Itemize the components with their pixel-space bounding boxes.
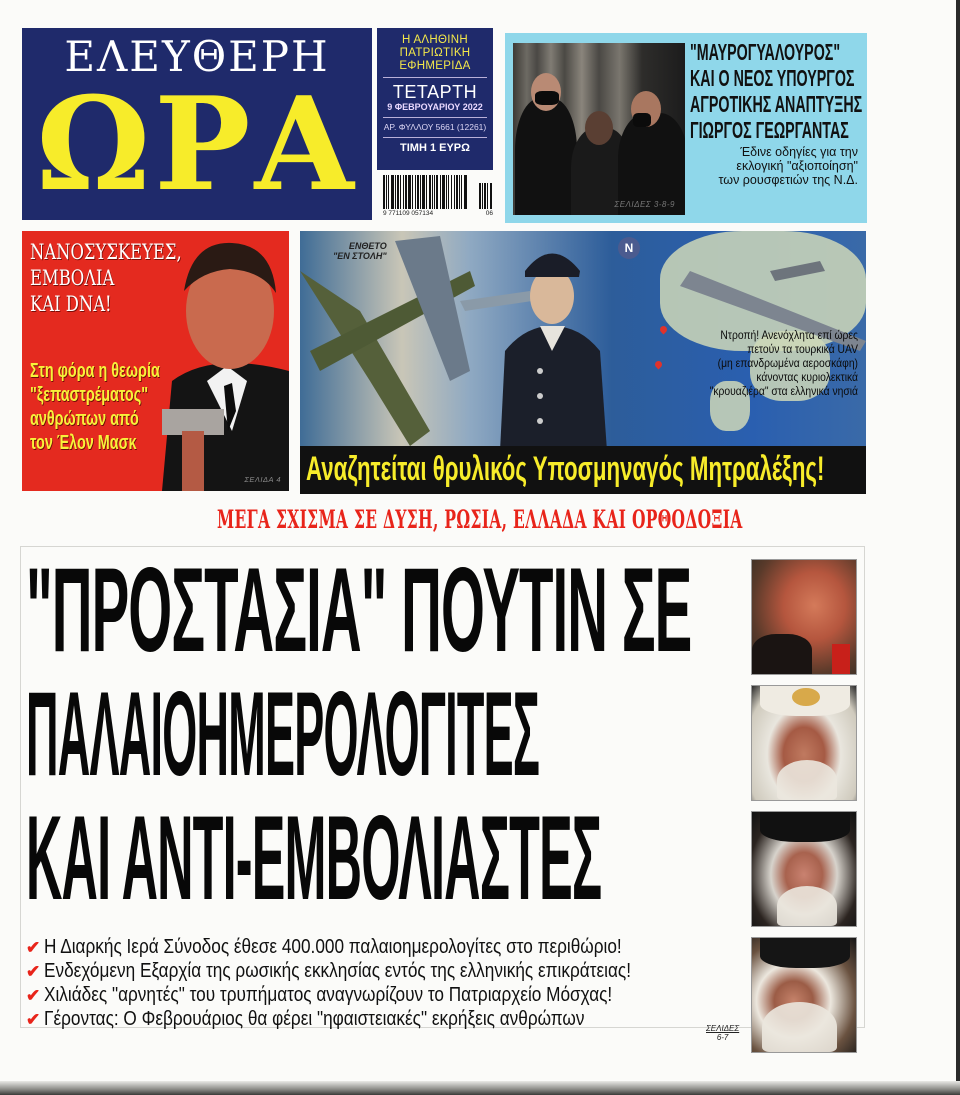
- kicker: [0, 503, 960, 537]
- story-minister[interactable]: [505, 33, 867, 223]
- uav-text: [660, 328, 858, 398]
- barcode-bars: [383, 175, 493, 209]
- page-reference: ΣΕΛΙΔΕΣ 3-8-9: [614, 200, 675, 209]
- barcode-bar: [459, 175, 460, 209]
- button: [537, 393, 543, 399]
- photo-ministers: [513, 43, 685, 215]
- barcode-bar: [461, 175, 462, 209]
- beard: [777, 760, 837, 800]
- barcode-digits: [383, 209, 493, 218]
- cap: [525, 254, 580, 278]
- uav-text-line: Ντροπή! Ανενόχλητα επί ώρες: [720, 328, 858, 342]
- insert-label-line: "ΕΝ ΣΤΟΛΗ": [333, 251, 387, 261]
- barcode-bar: [436, 175, 438, 209]
- barcode-bar: [400, 175, 401, 209]
- barcode-bar: [426, 175, 427, 209]
- headline-line: "ΜΑΥΡΟΓΥΑΛΟΥΡΟΣ": [690, 39, 841, 65]
- headline-line: ΓΙΩΡΓΟΣ ΓΕΩΡΓΑΝΤΑΣ: [690, 117, 849, 143]
- subhead-line: τον Έλον Μασκ: [30, 432, 137, 454]
- subhead-line: εκλογική "αξιοποίηση": [736, 159, 858, 173]
- headline-line: ΚΑΙ ΑΝΤΙ-ΕΜΒΟΛΙΑΣΤΕΣ: [26, 791, 602, 925]
- barcode-number: 9 771109 057134: [383, 210, 434, 217]
- check-icon: ✔: [26, 962, 41, 981]
- photo-pilot: [495, 241, 610, 451]
- tagline: [377, 28, 493, 73]
- story-musk[interactable]: [22, 231, 289, 491]
- barcode-addon: 06: [485, 210, 493, 217]
- barcode-bar: [405, 175, 407, 209]
- bullet-item: [26, 1007, 746, 1031]
- page-bottom-edge: [0, 1081, 960, 1095]
- kicker-text: ΜΕΓΑ ΣΧΙΣΜΑ ΣΕ ΔΥΣΗ, ΡΩΣΙΑ, ΕΛΛΑΔΑ ΚΑΙ ΟΡΘΟΔΟΞΙΑ: [217, 505, 743, 534]
- portrait-putin: [751, 559, 857, 675]
- bullet-text: Ενδεχόμενη Εξαρχία της ρωσικής εκκλησίας εντός της ελληνικής επικράτειας!: [44, 960, 631, 982]
- face: [585, 111, 613, 145]
- story-pilot[interactable]: [300, 231, 866, 494]
- barcode-gap: [468, 175, 478, 209]
- page-reference: [706, 1024, 739, 1042]
- insert-label: [333, 241, 387, 261]
- beard: [777, 886, 837, 926]
- mask: [633, 113, 651, 127]
- barcode-bar: [412, 175, 413, 209]
- bullet-text: Η Διαρκής Ιερά Σύνοδος έθεσε 400.000 παλαιοημερολογίτες στο περιθώριο!: [44, 936, 622, 958]
- story-minister-text: [690, 39, 862, 187]
- barcode-bar: [420, 175, 421, 209]
- subhead-line: Στη φόρα η θεωρία: [30, 360, 160, 382]
- barcode-bar: [464, 175, 467, 209]
- barcode-addon-bar: [479, 183, 481, 209]
- headline-line: ΚΑΙ DNA!: [30, 292, 112, 316]
- bullet-item: [26, 959, 746, 983]
- portrait-archbishop-ieronymos: [751, 937, 857, 1053]
- portrait-patriarch-bartholomew: [751, 811, 857, 927]
- bullet-text: Γέροντας: Ο Φεβρουάριος θα φέρει "ηφαιστειακές" εκρήξεις ανθρώπων: [44, 1008, 585, 1030]
- figure: [515, 98, 577, 215]
- masthead-title-main: ΩΡΑ: [36, 70, 358, 220]
- headline-line: ΕΜΒΟΛΙΑ: [30, 266, 115, 290]
- barcode-bar: [395, 175, 396, 209]
- uav-text-line: πετούν τα τουρκικά UAV: [747, 342, 858, 356]
- headline-line: ΚΑΙ Ο ΝΕΟΣ ΥΠΟΥΡΓΟΣ: [690, 65, 855, 91]
- barcode-bar: [440, 175, 441, 209]
- issue-date: 9 ΦΕΒΡΟΥΑΡΙΟΥ 2022: [387, 102, 483, 112]
- issue-price: ΤΙΜΗ 1 ΕΥΡΩ: [400, 142, 470, 154]
- mask: [535, 91, 559, 105]
- masthead-title-top: ΕΛΕΥΘΕΡΗ: [64, 32, 330, 81]
- pages-label: ΣΕΛΙΔΕΣ: [706, 1024, 740, 1033]
- page-reference: ΣΕΛΙΔΑ 4: [244, 475, 281, 484]
- bullet-text: Χιλιάδες "αρνητές" του τρυπήματος αναγνωρίζουν το Πατριαρχείο Μόσχας!: [44, 984, 613, 1006]
- divider: [383, 117, 487, 118]
- button: [537, 368, 543, 374]
- barcode-bar: [454, 175, 455, 209]
- barcode-bar: [386, 175, 387, 209]
- subhead-line: "ξεπαστρέματος": [30, 384, 149, 406]
- barcode-bar: [432, 175, 433, 209]
- barcode-bar: [408, 175, 411, 209]
- barcode-bar: [446, 175, 447, 209]
- beard: [762, 1002, 837, 1052]
- pages-number: 6-7: [716, 1033, 729, 1042]
- subhead-line: ανθρώπων από: [30, 408, 139, 430]
- barcode-addon-bar: [490, 183, 492, 209]
- issue-day: ΤΕΤΑΡΤΗ: [392, 82, 478, 102]
- bullet-item: [26, 935, 746, 959]
- portrait-column: [751, 559, 857, 1063]
- barcode-bar: [429, 175, 431, 209]
- tie: [832, 644, 850, 674]
- barcode-bar: [434, 175, 435, 209]
- barcode-bar: [403, 175, 404, 209]
- issue-info-box: [377, 28, 493, 170]
- barcode-bar: [383, 175, 385, 209]
- insert-label-line: ΕΝΘΕΤΟ: [348, 241, 387, 251]
- issue-number: ΑΡ. ΦΥΛΛΟΥ 5661 (12261): [383, 122, 487, 132]
- check-icon: ✔: [26, 986, 41, 1005]
- uav-wing: [770, 261, 825, 281]
- subhead-line: Έδινε οδηγίες για την: [740, 145, 858, 159]
- tagline-line: ΠΑΤΡΙΩΤΙΚΗ: [399, 47, 471, 59]
- uav-text-line: "κρουαζιέρα" στα ελληνικά νησιά: [709, 384, 858, 398]
- main-story-bullets: [26, 935, 746, 1031]
- barcode-addon-bar: [484, 183, 486, 209]
- main-headline: [26, 543, 746, 925]
- barcode-addon-bar: [487, 183, 488, 209]
- barcode-bar: [451, 175, 453, 209]
- hat: [760, 812, 850, 842]
- bullet-item: [26, 983, 746, 1007]
- page-edge: [956, 0, 960, 1095]
- tagline-line: Η ΑΛΗΘΙΝΗ: [402, 34, 468, 46]
- pilot-headline: Αναζητείται θρυλικός Υποσμηναγός Μητραλέξης!: [306, 450, 825, 488]
- check-icon: ✔: [26, 938, 41, 957]
- headline-line: ΠΑΛΑΙΟΗΜΕΡΟΛΟΓΙΤΕΣ: [26, 667, 540, 801]
- barcode: [383, 175, 493, 219]
- uav-text-line: κάνοντας κυριολεκτικά: [756, 370, 858, 384]
- barcode-bar: [388, 175, 389, 209]
- compass-icon: N: [618, 237, 640, 259]
- subhead: [690, 145, 862, 187]
- barcode-bar: [391, 175, 394, 209]
- button: [537, 418, 543, 424]
- barcode-addon-bar: [482, 183, 483, 209]
- divider: [383, 77, 487, 78]
- headline-line: ΝΑΝΟΣΥΣΚΕΥΕΣ,: [30, 240, 182, 264]
- subhead-line: των ρουσφετιών της Ν.Δ.: [718, 173, 858, 187]
- hand: [752, 634, 812, 674]
- barcode-bar: [448, 175, 449, 209]
- check-icon: ✔: [26, 1010, 41, 1029]
- masthead: [22, 28, 372, 220]
- headline-line: "ΠΡΟΣΤΑΣΙΑ" ΠΟΥΤΙΝ ΣΕ: [26, 543, 692, 677]
- hat: [760, 938, 850, 968]
- pilot-headline-bar: [300, 446, 866, 494]
- uav-text-line: (μη επανδρωμένα αεροσκάφη): [717, 356, 858, 370]
- musk-subhead: [30, 359, 160, 455]
- barcode-bar: [417, 175, 419, 209]
- barcode-bar: [415, 175, 416, 209]
- emblem: [792, 688, 820, 706]
- divider: [383, 137, 487, 138]
- barcode-bar: [442, 175, 445, 209]
- hand: [182, 431, 204, 491]
- musk-headline: [30, 239, 182, 317]
- barcode-bar: [456, 175, 458, 209]
- tagline-line: ΕΦΗΜΕΡΙΔΑ: [399, 60, 471, 72]
- barcode-bar: [397, 175, 399, 209]
- portrait-patriarch-kirill: [751, 685, 857, 801]
- headline-line: ΑΓΡΟΤΙΚΗΣ ΑΝΑΠΤΥΞΗΣ: [690, 91, 863, 117]
- barcode-bar: [422, 175, 425, 209]
